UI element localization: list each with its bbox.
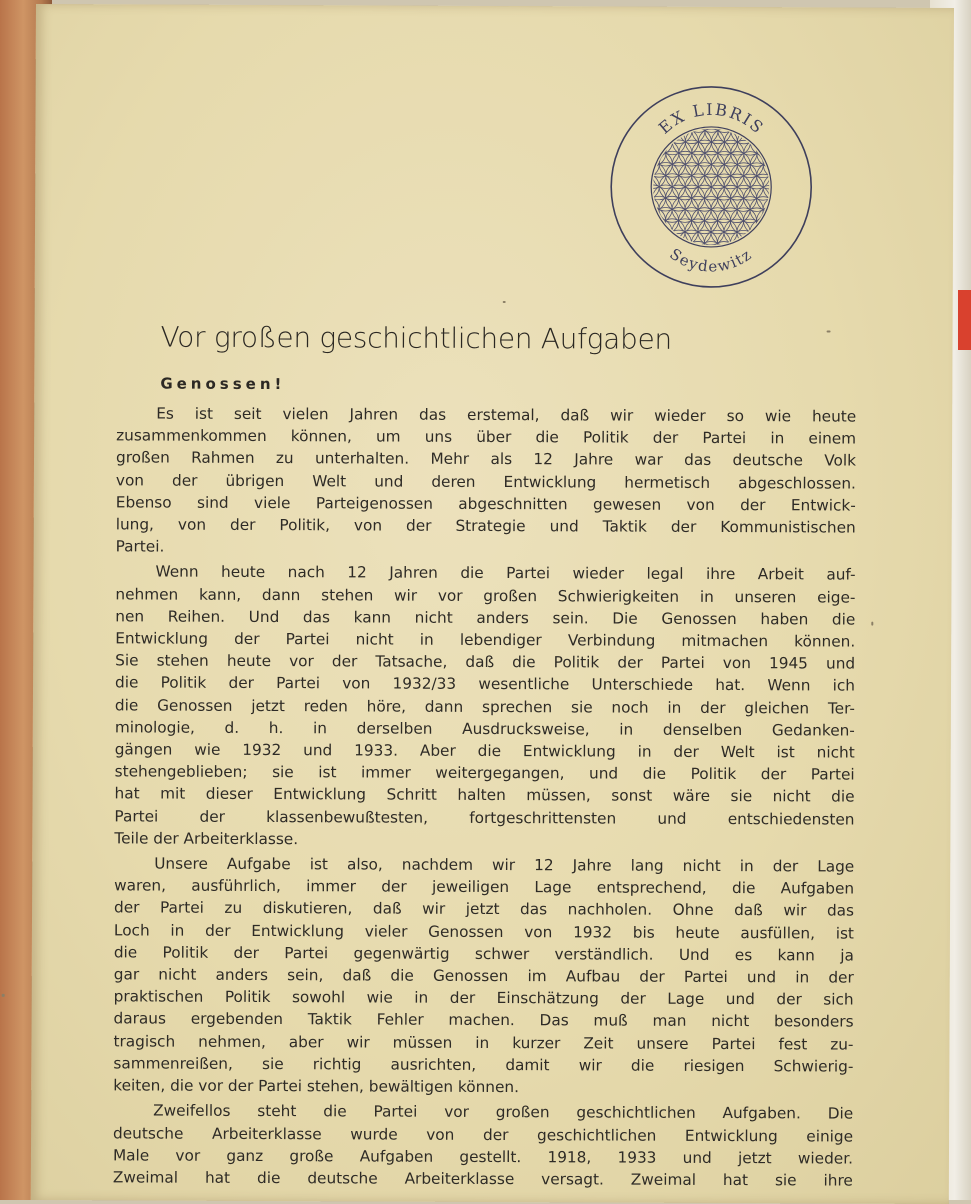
paper-speck [2, 994, 5, 997]
text-line: gängen wie 1932 und 1933. Aber die Entwicklung in der Welt ist nicht [114, 740, 855, 762]
paper-speck [503, 301, 506, 303]
text-line: praktischen Politik sowohl wie in der Einschätzung der Lage und der sich [113, 987, 854, 1009]
text-line: Teile der Arbeiterklasse. [114, 829, 299, 849]
text-line: Unsere Aufgabe ist also, nachdem wir 12 Jahre lang nicht in der Lage [154, 854, 855, 876]
text-line: Loch in der Entwicklung vieler Genossen von 1932 bis heute ausfüllen, ist [113, 921, 854, 943]
text-line: zusammenkommen können, um uns über die Politik der Partei in einem [116, 426, 857, 448]
text-line: keiten, die vor der Partei stehen, bewältigen können. [113, 1076, 520, 1097]
salutation: Genossen! [160, 374, 286, 394]
text-line: die Politik der Partei gegenwärtig schwer verständlich. Und es kann ja [113, 943, 854, 965]
text-line: Entwicklung der Partei nicht in lebendiger Verbindung mitmachen können. [115, 629, 856, 651]
stamp-top-text: EX LIBRIS [654, 99, 769, 139]
paragraph [113, 1100, 853, 1192]
text-line: daraus ergebenden Taktik Fehler machen. Das muß man nicht besonders [113, 1009, 854, 1032]
paragraph [113, 852, 854, 1099]
text-line: waren, ausführlich, immer der jeweiligen Lage entsprechend, die Aufgaben [114, 876, 855, 898]
text-line: Sie stehen heute vor der Tatsache, daß die Politik der Partei von 1945 und [115, 651, 856, 673]
document-page [31, 4, 954, 1204]
paragraph [116, 402, 857, 561]
text-line: lung, von der Politik, von der Strategie und Taktik der Kommunistischen [115, 515, 856, 537]
text-line: deutsche Arbeiterklasse wurde von der geschichtlichen Entwicklung einige [113, 1123, 854, 1146]
flower-of-life-pattern [633, 106, 790, 268]
text-line: hat mit dieser Entwicklung Schritt halten müssen, sonst wäre sie nicht die [114, 784, 855, 807]
text-line: Partei der klassenbewußtesten, fortgeschrittensten und entschiedensten [114, 807, 855, 829]
text-line: Wenn heute nach 12 Jahren die Partei wieder legal ihre Arbeit auf- [155, 562, 856, 585]
text-line: von der übrigen Welt und deren Entwicklung hermetisch abgeschlossen. [115, 470, 856, 493]
text-line: Zweimal hat die deutsche Arbeiterklasse versagt. Zweimal hat sie ihre [112, 1168, 853, 1190]
ex-libris-stamp [607, 82, 816, 291]
text-line: Es ist seit vielen Jahren das erstemal, daß wir wieder so wie heute [156, 404, 857, 426]
paper-speck [827, 330, 831, 332]
text-line: tragisch nehmen, aber wir müssen in kurzer Zeit unsere Partei fest zu- [113, 1032, 854, 1054]
text-line: Partei. [115, 537, 165, 556]
paragraph [114, 561, 855, 853]
stamp-bottom-text: Seydewitz [666, 244, 756, 276]
text-line: nehmen kann, dann stehen wir vor großen Schwierigkeiten in unseren eige- [115, 584, 856, 607]
text-line: großen Rahmen zu unterhalten. Mehr als 12 Jahre war das deutsche Volk [115, 448, 857, 470]
text-line: Zweifellos steht die Partei vor großen geschichtlichen Aufgaben. Die [153, 1101, 854, 1123]
text-line: Male vor ganz große Aufgaben gestellt. 1918, 1933 und jetzt wieder. [112, 1146, 854, 1168]
body-text [113, 402, 856, 1194]
text-line: die Genossen jetzt reden höre, dann sprechen sie noch in der gleichen Ter- [114, 695, 855, 718]
paper-speck [871, 622, 873, 626]
text-line: minologie, d. h. in derselben Ausdrucksweise, in denselben Gedanken- [114, 718, 855, 740]
text-line: stehengeblieben; sie ist immer weitergegangen, und die Politik der Partei [114, 762, 855, 784]
text-line: gar nicht anders sein, daß die Genossen im Aufbau der Partei und in der [113, 965, 854, 987]
text-line: die Politik der Partei von 1932/33 wesentliche Unterschiede hat. Wenn ich [114, 673, 856, 696]
text-line: der Partei zu diskutieren, daß wir jetzt das nachholen. Ohne daß wir das [114, 898, 855, 921]
text-line: Ebenso sind viele Parteigenossen abgeschnitten gewesen von der Entwick- [115, 493, 856, 515]
text-line: sammenreißen, sie richtig ausrichten, damit wir die riesigen Schwierig- [113, 1054, 854, 1076]
red-book-edge [958, 290, 971, 350]
text-line: nen Reihen. Und das kann nicht anders sein. Die Genossen haben die [115, 607, 856, 629]
page-title: Vor großen geschichtlichen Aufgaben [160, 320, 672, 356]
